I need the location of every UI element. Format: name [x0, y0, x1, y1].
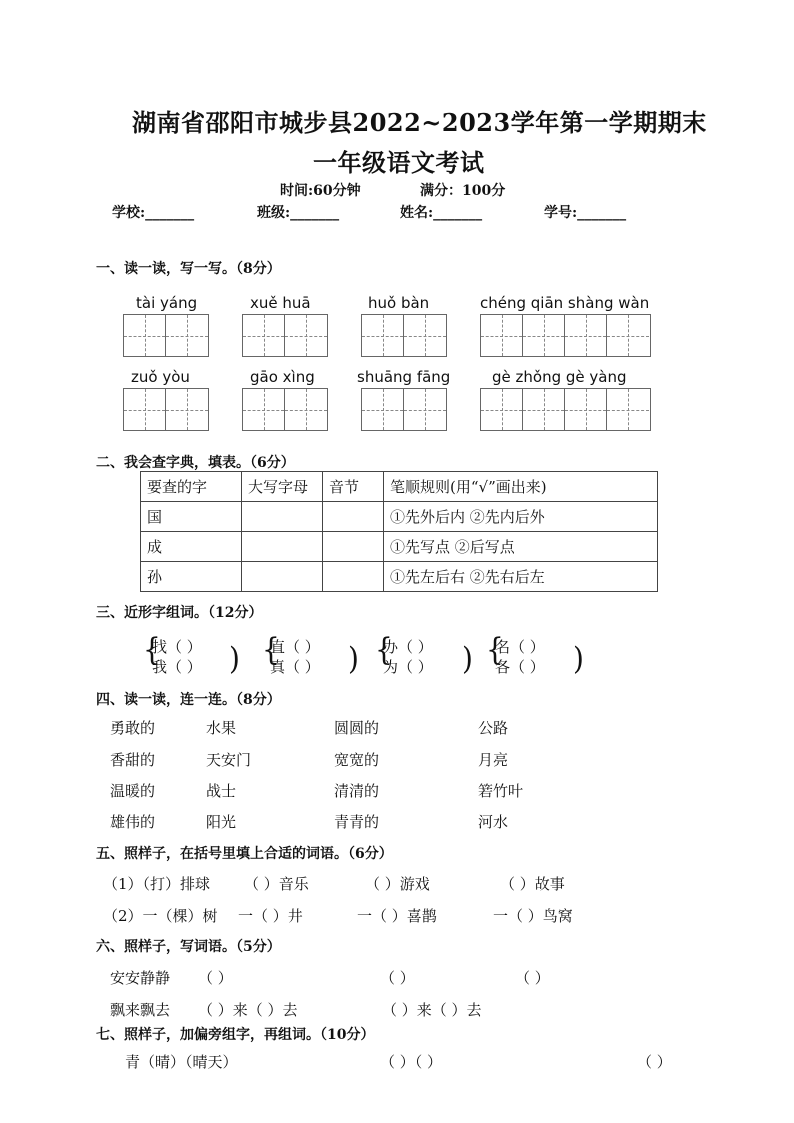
answer-cell[interactable] [323, 562, 384, 592]
match-item[interactable]: 青青的 [334, 813, 380, 831]
answer-cell[interactable] [242, 562, 323, 592]
fill-blank[interactable]: （ ）来（ ）去 [198, 1001, 298, 1019]
writing-grid[interactable] [480, 388, 651, 431]
table-cell-rule[interactable]: ①先左后右 ②先右后左 [384, 562, 658, 592]
exam-time: 时间:60分钟 [280, 183, 361, 199]
fill-blank[interactable]: （ ）音乐 [244, 875, 309, 893]
word-pair-bottom[interactable]: 为（ ） [383, 658, 433, 676]
table-row [141, 502, 658, 532]
q1-pinyin-6: gāo xìng [250, 368, 315, 386]
answer-cell[interactable] [242, 532, 323, 562]
match-item[interactable]: 清清的 [334, 782, 380, 800]
word-pair-bottom[interactable]: 真（ ） [270, 658, 320, 676]
left-brace: { [143, 631, 161, 668]
word-pair-bottom[interactable]: 我（ ） [152, 658, 202, 676]
q4-heading: 四、读一读，连一连。（8分） [96, 692, 281, 708]
match-item[interactable]: 圆圆的 [334, 719, 380, 737]
writing-grid[interactable] [123, 388, 209, 431]
right-paren: ) [573, 640, 584, 677]
class-field[interactable]: 班级:_______ [257, 205, 340, 221]
match-item[interactable]: 月亮 [478, 751, 509, 769]
q5-example: （1）（打）排球 [103, 875, 211, 893]
match-item[interactable]: 阳光 [206, 813, 237, 831]
q1-pinyin-1: tài yáng [136, 294, 198, 312]
match-item[interactable]: 公路 [478, 719, 509, 737]
fill-blank[interactable]: （ ） [198, 969, 233, 987]
fill-blank[interactable]: （ ） [637, 1053, 672, 1071]
right-paren: ) [229, 640, 240, 677]
dictionary-table [140, 471, 658, 592]
table-cell-char: 国 [141, 502, 242, 532]
table-header-row [141, 472, 658, 502]
name-field[interactable]: 姓名:_______ [400, 205, 483, 221]
q7-example: 青（晴）（晴天） [125, 1053, 238, 1071]
match-item[interactable]: 雄伟的 [110, 813, 156, 831]
table-cell-rule[interactable]: ①先外后内 ②先内后外 [384, 502, 658, 532]
match-item[interactable]: 箬竹叶 [478, 782, 524, 800]
word-pair-top[interactable]: 找（ ） [152, 638, 202, 656]
match-item[interactable]: 河水 [478, 813, 509, 831]
match-item[interactable]: 水果 [206, 719, 237, 737]
writing-grid[interactable] [361, 388, 447, 431]
q1-pinyin-2: xuě huā [250, 294, 311, 312]
student-id-field[interactable]: 学号:_______ [544, 205, 627, 221]
table-cell-rule[interactable]: ①先写点 ②后写点 [384, 532, 658, 562]
fill-blank[interactable]: （ ）（ ） [380, 1053, 443, 1071]
match-item[interactable]: 香甜的 [110, 751, 156, 769]
writing-grid[interactable] [361, 314, 447, 357]
match-item[interactable]: 温暖的 [110, 782, 156, 800]
table-header: 大写字母 [242, 472, 323, 502]
q1-pinyin-3: huǒ bàn [368, 294, 430, 312]
word-pair-top[interactable]: 办（ ） [383, 638, 433, 656]
answer-cell[interactable] [323, 502, 384, 532]
match-item[interactable]: 天安门 [206, 751, 252, 769]
exam-title-line2: 一年级语文考试 [313, 148, 485, 177]
fill-blank[interactable]: （ ） [515, 969, 550, 987]
table-header: 要查的字 [141, 472, 242, 502]
q1-pinyin-5: zuǒ yòu [131, 368, 190, 386]
writing-grid[interactable] [123, 314, 209, 357]
q1-heading: 一、读一读，写一写。（8分） [96, 261, 281, 277]
q6-example: 飘来飘去 [110, 1001, 171, 1019]
exam-score: 满分：100分 [420, 183, 506, 199]
q3-heading: 三、近形字组词。（12分） [96, 605, 263, 621]
match-item[interactable]: 战士 [206, 782, 237, 800]
table-row [141, 562, 658, 592]
answer-cell[interactable] [323, 532, 384, 562]
right-paren: ) [462, 640, 473, 677]
left-brace: { [262, 631, 280, 668]
left-brace: { [486, 631, 504, 668]
word-pair-top[interactable]: 名（ ） [495, 638, 545, 656]
writing-grid[interactable] [480, 314, 651, 357]
q5-heading: 五、照样子，在括号里填上合适的词语。（6分） [96, 846, 393, 862]
school-field[interactable]: 学校:_______ [112, 205, 195, 221]
answer-cell[interactable] [242, 502, 323, 532]
q6-heading: 六、照样子，写词语。（5分） [96, 939, 281, 955]
q2-heading: 二、我会查字典，填表。（6分） [96, 455, 295, 471]
fill-blank[interactable]: （ ） [380, 969, 415, 987]
exam-title-line1: 湖南省邵阳市城步县2022~2023学年第一学期期末 [132, 108, 707, 137]
word-pair-top[interactable]: 直（ ） [270, 638, 320, 656]
table-cell-char: 成 [141, 532, 242, 562]
word-pair-bottom[interactable]: 各（ ） [495, 658, 545, 676]
fill-blank[interactable]: （ ）来（ ）去 [382, 1001, 482, 1019]
left-brace: { [375, 631, 393, 668]
table-row [141, 532, 658, 562]
q5-example: （2）一（棵）树 [103, 907, 218, 925]
fill-blank[interactable]: （ ）游戏 [365, 875, 430, 893]
table-cell-char: 孙 [141, 562, 242, 592]
q1-pinyin-8: gè zhǒng gè yàng [492, 368, 627, 386]
table-header: 笔顺规则(用“√”画出来) [384, 472, 658, 502]
match-item[interactable]: 宽宽的 [334, 751, 380, 769]
writing-grid[interactable] [242, 314, 328, 357]
fill-blank[interactable]: 一（ ）井 [238, 907, 303, 925]
q7-heading: 七、照样子，加偏旁组字，再组词。（10分） [96, 1027, 375, 1043]
fill-blank[interactable]: 一（ ）鸟窝 [493, 907, 573, 925]
fill-blank[interactable]: （ ）故事 [500, 875, 565, 893]
q6-example: 安安静静 [110, 969, 171, 987]
q1-pinyin-4: chéng qiān shàng wàn [480, 294, 650, 312]
table-header: 音节 [323, 472, 384, 502]
fill-blank[interactable]: 一（ ）喜鹊 [357, 907, 437, 925]
match-item[interactable]: 勇敢的 [110, 719, 156, 737]
writing-grid[interactable] [242, 388, 328, 431]
q1-pinyin-7: shuāng fāng [357, 368, 451, 386]
right-paren: ) [348, 640, 359, 677]
